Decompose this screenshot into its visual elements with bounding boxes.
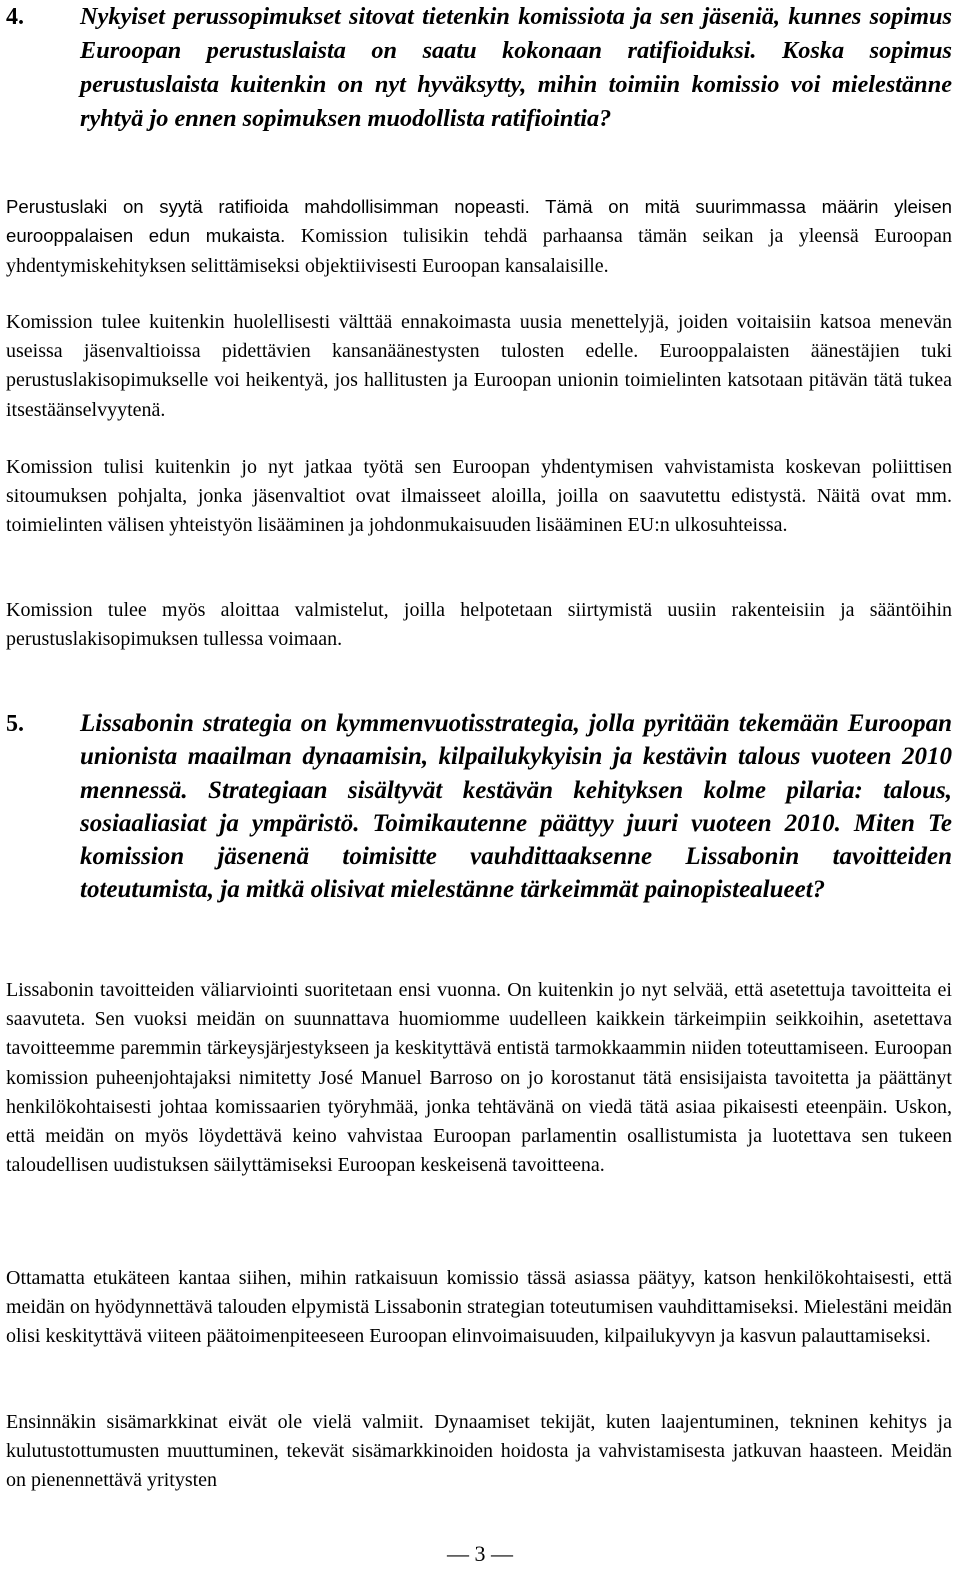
question-text: Nykyiset perussopimukset sitovat tietenkin komissiota ja sen jäseniä, kunnes sopimus Euroopan perustuslaista on saatu kokonaan ratifioiduksi. Koska sopimus perustuslaista kuitenkin on nyt hyväksytty, mihin toimiin komissio voi mielestänne ryhtyä jo ennen sopimuksen muodollista ratifiointia?: [80, 3, 952, 132]
question-number: 4.: [6, 4, 24, 30]
answer-4-paragraph-2: Komission tulee kuitenkin huolellisesti välttää ennakoimasta uusia menettelyjä, joiden voitaisiin katsoa menevän useissa jäsenvaltioissa pidettävien kansanäänestysten tulosten edelle. Eurooppalaisten äänestäjien tuki perustuslakisopimukselle voi heikentyä, jos hallitusten ja Euroopan unionin toimielinten katsotaan pitävän tätä tukea itsestäänselvyytenä.: [6, 311, 952, 421]
answer-5-paragraph-1: Lissabonin tavoitteiden väliarviointi suoritetaan ensi vuonna. On kuitenkin jo nyt selvää, että asetettuja tavoitteita ei saavuteta. Sen vuoksi meidän on suunnattava huomiomme uudelleen kaikkein tärkeimpiin seikkoihin, asetettava tavoitteemme paremmin tärkeysjärjestykseen ja keskityttävä entistä tarmokkaammin niiden toteuttamiseen. Euroopan komission puheenjohtajaksi nimitetty José Manuel Barroso on jo korostanut tätä ensisijaista tavoitetta ja päättänyt henkilökohtaisesti johtaa komissaarien työryhmää, jonka tehtävänä on viedä tätä asiaa pikaisesti eteenpäin. Uskon, että meidän on myös löydettävä keino vahvistaa Euroopan parlamentin osallistumista ja luotettava sen tukeen taloudellisen uudistuksen säilyttämiseksi Euroopan keskeisenä tavoitteena.: [6, 979, 952, 1177]
answer-4-paragraph-4: Komission tulee myös aloittaa valmistelut, joilla helpotetaan siirtymistä uusiin rakenteisiin ja sääntöihin perustuslakisopimuksen tullessa voimaan.: [6, 599, 952, 651]
answer-4-paragraph-1: [6, 192, 952, 281]
question-text: Lissabonin strategia on kymmenvuotisstrategia, jolla pyritään tekemään Euroopan unionista maailman dynaamisin, kilpailukykyisin ja kestävin talous vuoteen 2010 mennessä. Strategiaan sisältyvät kestävän kehityksen kolme pilaria: talous, sosiaaliasiat ja ympäristö. Toimikautenne päättyy juuri vuoteen 2010. Miten Te komission jäsenenä toimisitte vauhdittaaksenne Lissabonin tavoitteiden toteutumista, ja mitkä olisivat mielestänne tärkeimmät painopistealueet?: [80, 710, 952, 904]
page-number: — 3 —: [447, 1541, 513, 1566]
answer-4-paragraph-3: Komission tulisi kuitenkin jo nyt jatkaa työtä sen Euroopan yhdentymisen vahvistamista koskevan poliittisen sitoumuksen pohjalta, jonka jäsenvaltiot ovat ilmaisseet aloilla, joilla on saavutettu edistystä. Näitä ovat mm. toimielinten välisen yhteistyön lisääminen ja johdonmukaisuuden lisääminen EU:n ulkosuhteissa.: [6, 456, 952, 537]
answer-5-paragraph-2: Ottamatta etukäteen kantaa siihen, mihin ratkaisuun komissio tässä asiassa päätyy, katson henkilökohtaisesti, että meidän on hyödynnettävä talouden elpymistä Lissabonin strategian toteutumisen vauhdittamiseksi. Mielestäni meidän olisi keskityttävä viiteen päätoimenpiteeseen Euroopan elinvoimaisuuden, kilpailukyvyn ja kasvun palauttamiseksi.: [6, 1267, 952, 1348]
answer-5-paragraph-3: Ensinnäkin sisämarkkinat eivät ole vielä valmiit. Dynaamiset tekijät, kuten laajentuminen, tekninen kehitys ja kulutustottumusten muuttuminen, tekevät sisämarkkinoiden hoidosta ja vahvistamisesta jatkuvan haasteen. Meidän on pienennettävä yritysten: [6, 1411, 952, 1492]
question-5: [6, 707, 952, 907]
question-number: 5.: [6, 711, 24, 737]
question-4: [6, 0, 952, 136]
answer-4-paragraph-1-sans: Perustuslaki on syytä ratifioida mahdollisimman nopeasti. Tämä on mitä suurimmassa määrin yleisen eurooppalaisen edun mukaista.: [6, 196, 952, 246]
answer-4-paragraph-1-serif: Komission tulisikin tehdä parhaansa tämän seikan ja yleensä Euroopan yhdentymiskehityksen selittämiseksi objektiivisesti Euroopan kansalaisille.: [6, 225, 952, 278]
